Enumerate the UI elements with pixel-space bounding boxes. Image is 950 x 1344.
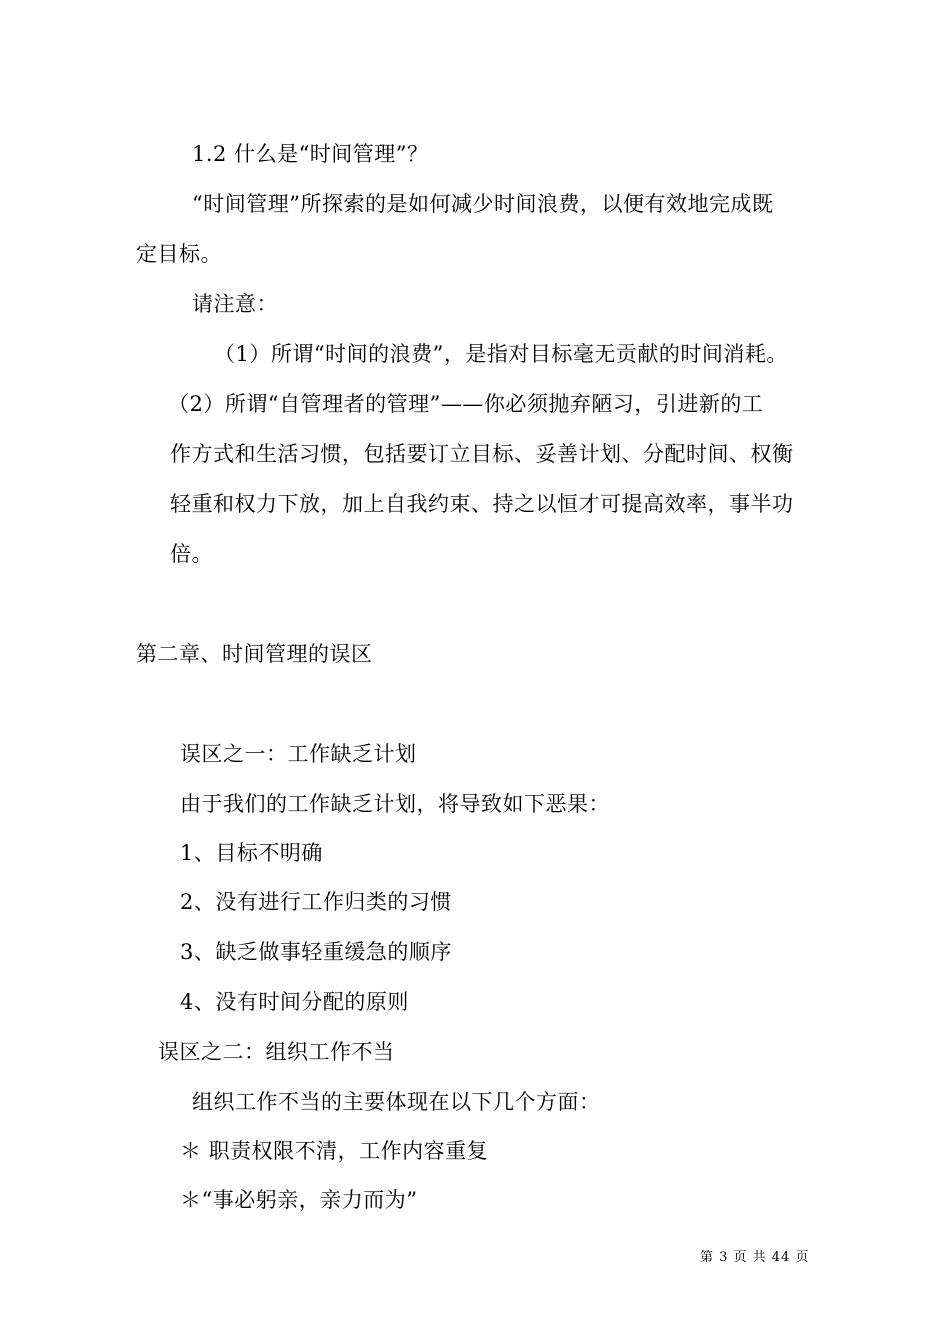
pitfall-2-item: ＊“事必躬亲，亲力而为” <box>180 1188 418 1212</box>
page-number-footer: 第 3 页 共 44 页 <box>700 1250 810 1265</box>
note-item-2-line-2: 作方式和生活习惯，包括要订立目标、妥善计划、分配时间、权衡 <box>170 442 794 466</box>
chapter-title: 第二章、时间管理的误区 <box>136 642 373 666</box>
pitfall-2-title: 误区之二：组织工作不当 <box>158 1040 395 1064</box>
definition-paragraph-line-2: 定目标。 <box>136 242 222 266</box>
section-heading: 1.2 什么是“时间管理”？ <box>192 142 429 166</box>
note-label: 请注意： <box>192 292 278 316</box>
pitfall-1-title: 误区之一：工作缺乏计划 <box>180 742 417 766</box>
pitfall-2-item: ＊ 职责权限不清，工作内容重复 <box>180 1139 489 1163</box>
pitfall-1-item: 1、目标不明确 <box>180 841 323 865</box>
note-item-2-line-3: 轻重和权力下放，加上自我约束、持之以恒才可提高效率，事半功 <box>170 492 794 516</box>
pitfall-1-item: 2、没有进行工作归类的习惯 <box>180 890 452 914</box>
definition-paragraph-line-1: “时间管理”所探索的是如何减少时间浪费，以便有效地完成既 <box>192 192 774 216</box>
note-item-2-line-4: 倍。 <box>170 542 213 566</box>
pitfall-1-item: 4、没有时间分配的原则 <box>180 990 409 1014</box>
pitfall-2-intro: 组织工作不当的主要体现在以下几个方面： <box>192 1090 601 1114</box>
pitfall-1-item: 3、缺乏做事轻重缓急的顺序 <box>180 940 452 964</box>
note-item-2-line-1: （2）所谓“自管理者的管理”——你必须抛弃陋习，引进新的工 <box>168 392 764 416</box>
pitfall-1-intro: 由于我们的工作缺乏计划，将导致如下恶果： <box>180 792 610 816</box>
note-item-1: （1）所谓“时间的浪费”，是指对目标毫无贡献的时间消耗。 <box>214 342 788 366</box>
